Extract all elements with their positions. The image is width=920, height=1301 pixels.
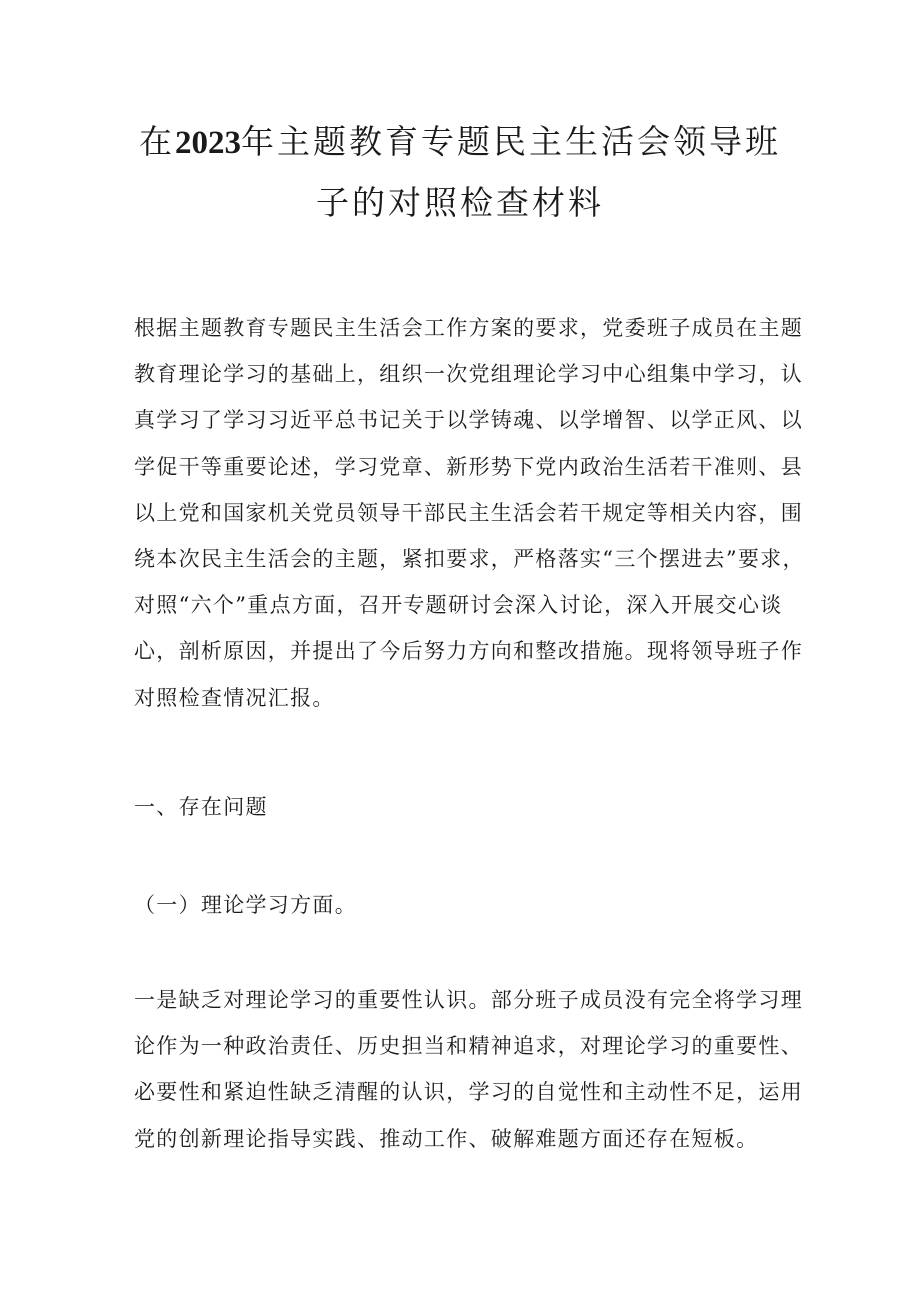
point-line: 论作为一种政治责任、历史担当和精神追求，对理论学习的重要性、	[134, 1034, 803, 1059]
title-prefix: 在	[139, 122, 175, 161]
section-heading: 一、存在问题	[134, 795, 268, 819]
intro-line: 绕本次民主生活会的主题，紧扣要求，严格落实“三个摆进去”要求，	[134, 547, 805, 572]
intro-paragraph	[134, 305, 805, 721]
title-suffix: 年主题教育专题民主生活会领导班	[241, 122, 781, 161]
point-line: 一是缺乏对理论学习的重要性认识。部分班子成员没有完全将学习理	[134, 988, 803, 1012]
intro-line: 真学习了学习习近平总书记关于以学铸魂、以学增智、以学正风、以	[134, 408, 803, 433]
point-paragraph	[134, 977, 803, 1162]
subsection-heading: （一）理论学习方面。	[134, 893, 357, 917]
title-year: 2023	[175, 125, 241, 161]
document-title	[120, 112, 800, 232]
intro-line: 以上党和国家机关党员领导干部民主生活会若干规定等相关内容，围	[134, 500, 803, 525]
point-line: 必要性和紧迫性缺乏清醒的认识，学习的自觉性和主动性不足，运用	[134, 1080, 803, 1105]
intro-line: 学促干等重要论述，学习党章、新形势下党内政治生活若干准则、县	[134, 454, 803, 479]
intro-line: 根据主题教育专题民主生活会工作方案的要求，党委班子成员在主题	[134, 316, 803, 340]
title-line-2: 子的对照检查材料	[316, 183, 604, 222]
intro-line: 教育理论学习的基础上，组织一次党组理论学习中心组集中学习，认	[134, 362, 803, 387]
intro-line: 对照“六个”重点方面，召开专题研讨会深入讨论，深入开展交心谈	[134, 593, 783, 618]
intro-line: 对照检查情况汇报。	[134, 685, 335, 710]
title-line-1	[120, 112, 800, 173]
point-line: 党的创新理论指导实践、推动工作、破解难题方面还存在短板。	[134, 1126, 759, 1151]
intro-line: 心，剖析原因，并提出了今后努力方向和整改措施。现将领导班子作	[134, 639, 803, 664]
